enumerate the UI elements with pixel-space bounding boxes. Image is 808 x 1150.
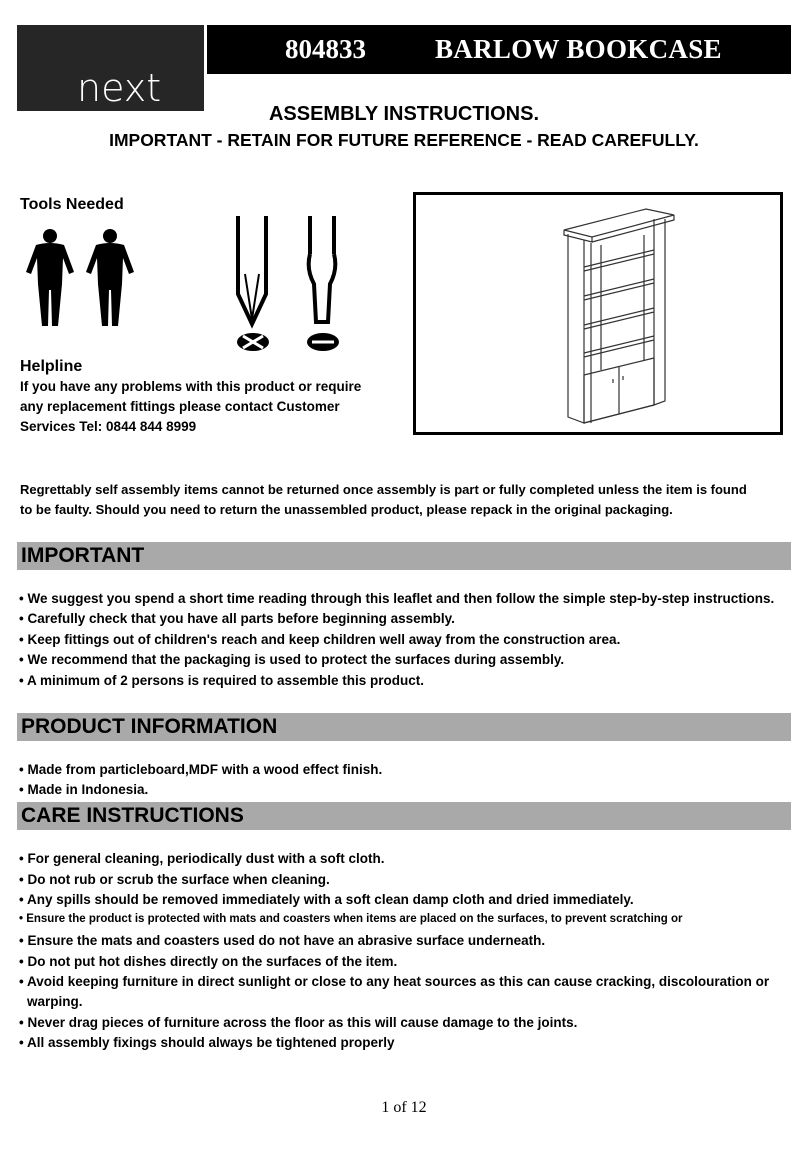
tools-heading: Tools Needed [20,196,124,213]
product-info-section-header [17,713,791,741]
document-title: ASSEMBLY INSTRUCTIONS. [268,103,540,125]
helpline-line: If you have any problems with this product or require [20,379,362,394]
document-subtitle: IMPORTANT - RETAIN FOR FUTURE REFERENCE - READ CAREFULLY. [109,130,699,150]
helpline-line: Services Tel: 0844 844 8999 [20,419,197,434]
list-item: • Avoid keeping furniture in direct sunlight or close to any heat sources as this can cause cracking, discolouration or [19,974,770,989]
returns-line: Regrettably self assembly items cannot be returned once assembly is part or fully completed unless the item is found [20,482,747,497]
bookcase-illustration-frame [413,192,783,435]
list-item: warping. [27,994,83,1009]
important-section-header [17,542,791,570]
list-item: • Carefully check that you have all parts before beginning assembly. [19,611,455,626]
list-item: • Made from particleboard,MDF with a wood effect finish. [19,762,383,777]
list-item: • Never drag pieces of furniture across the floor as this will cause damage to the joints. [19,1015,578,1030]
helpline-line: any replacement fittings please contact Customer [20,399,340,414]
list-item: • A minimum of 2 persons is required to assemble this product. [19,673,425,688]
flathead-screwdriver-icon [307,216,339,351]
two-persons-icon [22,228,140,328]
product-info-heading: PRODUCT INFORMATION [21,715,278,738]
returns-line: to be faulty. Should you need to return the unassembled product, please repack in the original packaging. [20,502,673,517]
helpline-text [20,377,361,437]
list-item: • Any spills should be removed immediately with a soft clean damp cloth and dried immediately. [19,892,634,907]
phillips-screwdriver-icon [237,216,269,351]
screwdrivers-icon [222,214,347,356]
list-item: • Made in Indonesia. [19,782,149,797]
title-bar [207,25,791,74]
helpline-heading: Helpline [20,358,83,375]
list-item: • Ensure the mats and coasters used do not have an abrasive surface underneath. [19,933,546,948]
list-item: • We recommend that the packaging is used to protect the surfaces during assembly. [19,652,565,667]
brand-logo [17,25,204,111]
returns-notice [20,480,747,520]
product-code: 804833 [285,34,366,64]
bookcase-illustration [416,195,780,432]
list-item: • Do not rub or scrub the surface when cleaning. [19,872,330,887]
list-item: • For general cleaning, periodically dust with a soft cloth. [19,851,385,866]
important-heading: IMPORTANT [21,544,145,567]
list-item: • Ensure the product is protected with mats and coasters when items are placed on the surfaces, to prevent scratching or [19,913,683,925]
brand-name: next [77,66,162,110]
list-item: • We suggest you spend a short time reading through this leaflet and then follow the simple step-by-step instructions. [19,591,775,606]
person-icon [26,229,74,326]
list-item: • All assembly fixings should always be tightened properly [19,1035,395,1050]
care-section-header [17,802,791,830]
person-icon [86,229,134,326]
product-name: BARLOW BOOKCASE [435,34,722,64]
list-item: • Keep fittings out of children's reach and keep children well away from the construction area. [19,632,621,647]
page-number: 1 of 12 [381,1099,427,1116]
list-item: • Do not put hot dishes directly on the surfaces of the item. [19,954,398,969]
care-heading: CARE INSTRUCTIONS [21,804,244,827]
